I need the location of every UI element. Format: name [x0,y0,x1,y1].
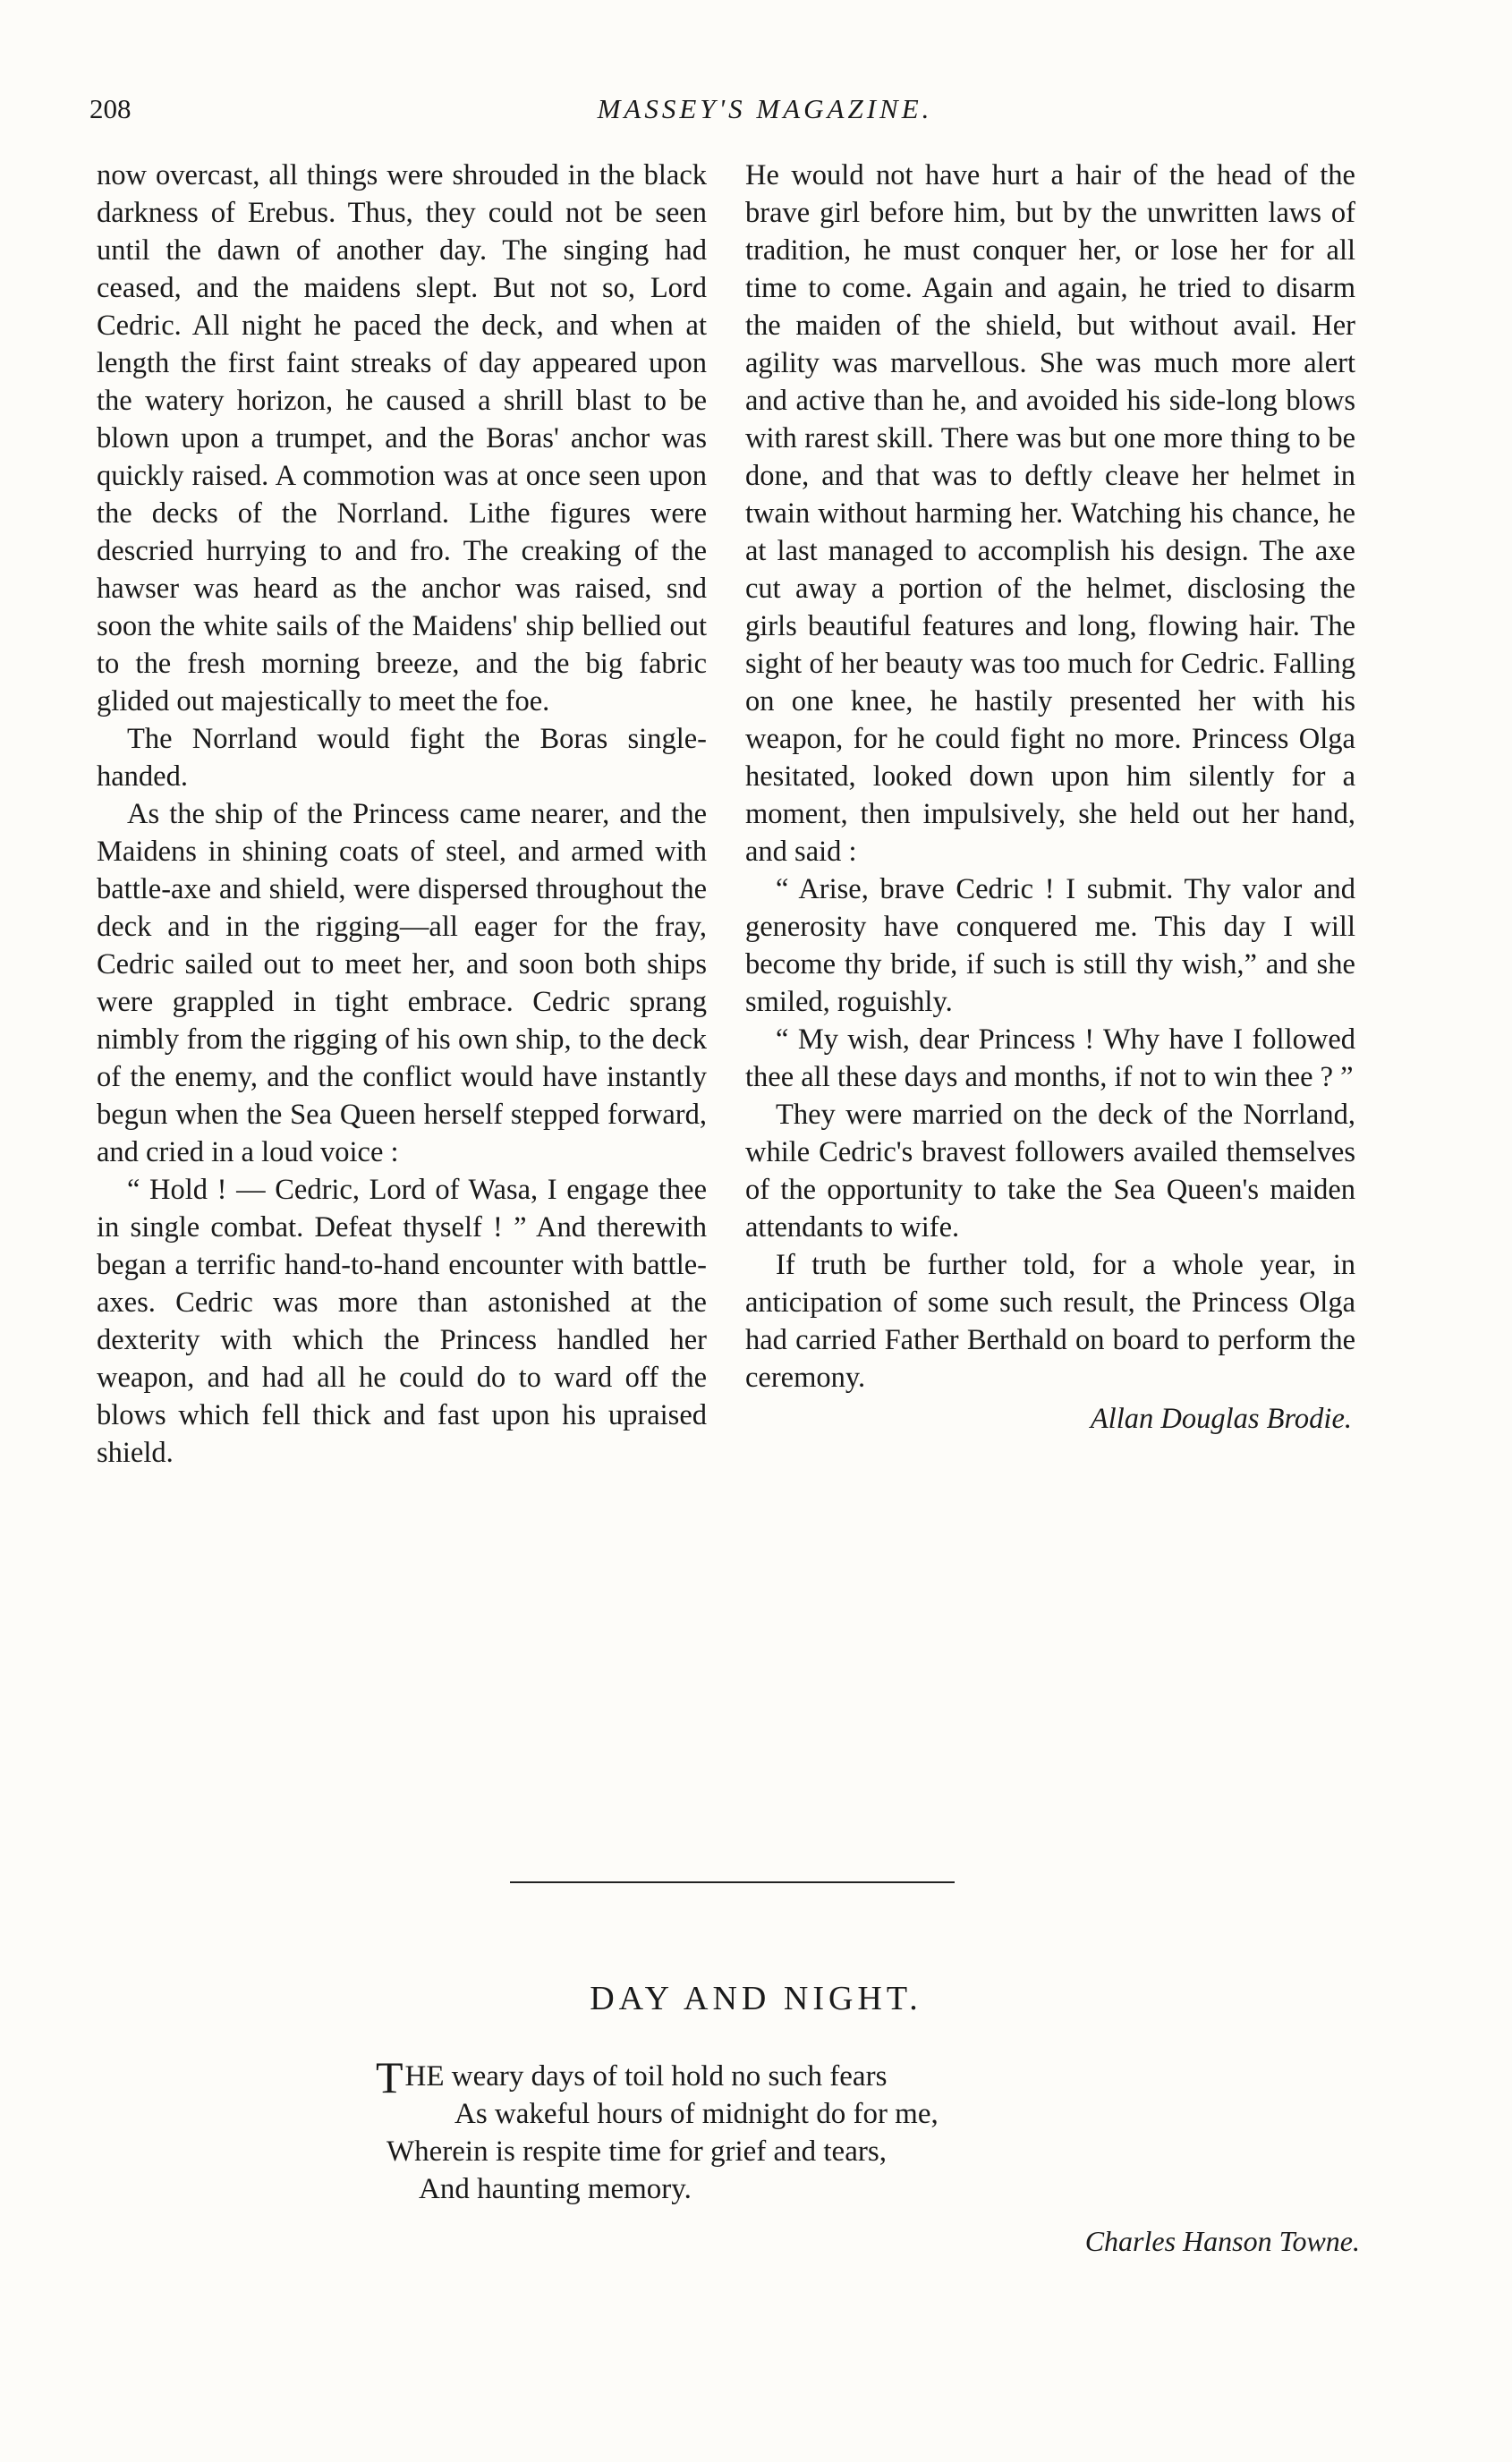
page-number: 208 [89,93,132,124]
poem-line [376,2052,1181,2102]
poem-line: And haunting memory. [419,2173,692,2205]
story-column-left [97,157,707,1472]
story-paragraph: If truth be further told, for a whole year, in anticipation of some such result, the Princess Olga had carried Father Berthald on board to perform the ceremony. [745,1249,1355,1394]
story-paragraph: He would not have hurt a hair of the head of the brave girl before him, but by the unwritten laws of tradition, he must conquer her, or lose her for all time to come. Again and again, he tried to disarm the maiden of the shield, but without avail. Her agility was marvellous. She was much more alert and active than he, and avoided his side-long blows with rarest skill. There was but one more thing to be done, and that was to deftly cleave her helmet in twain without harming her. Watching his chance, he at last managed to accomplish his design. The axe cut away a portion of the helmet, disclosing the girls beautiful features and long, flowing hair. The sight of her beauty was too much for Cedric. Falling on one knee, he hastily presented her with his weapon, for he could fight no more. Princess Olga hesitated, looked down upon him silently for a moment, then impulsively, she held out her hand, and said : [745,159,1355,868]
story-paragraph: The Norrland would fight the Boras single-handed. [97,723,707,793]
poem-body [376,2052,1181,2208]
page-header [0,93,1512,132]
poem-line-text: HE weary days of toil hold no such fears [404,2060,888,2093]
poem-line: Wherein is respite time for grief and tears, [386,2135,887,2168]
poem-drop-cap: T [376,2052,403,2102]
poem-author: Charles Hanson Towne. [1084,2225,1360,2257]
story-column-right [745,157,1355,1438]
story-paragraph: They were married on the deck of the Norrland, while Cedric's bravest followers availed themselves of the opportunity to take the Sea Queen's maiden attendants to wife. [745,1099,1355,1244]
story-paragraph: now overcast, all things were shrouded in the black darkness of Erebus. Thus, they could not be seen until the dawn of another day. The singing had ceased, and the maidens slept. But not so, Lord Cedric. All night he paced the deck, and when at length the first faint streaks of day appeared upon the watery horizon, he caused a shrill blast to be blown upon a trumpet, and the Boras' anchor was quickly raised. A commotion was at once seen upon the decks of the Norrland. Lithe figures were descried hurrying to and fro. The creaking of the hawser was heard as the anchor was raised, snd soon the white sails of the Maidens' ship bellied out to the fresh morning breeze, and the big fabric glided out majestically to meet the foe. [97,159,707,717]
running-title: MASSEY'S MAGAZINE. [597,93,933,124]
section-divider [510,1881,955,1883]
poem-line: As wakeful hours of midnight do for me, [454,2098,939,2130]
story-author: Allan Douglas Brodie. [1090,1403,1352,1435]
story-paragraph: “ Arise, brave Cedric ! I submit. Thy valor and generosity have conquered me. This day I will become thy bride, if such is still thy wish,” and she smiled, roguishly. [745,873,1355,1018]
story-paragraph: “ My wish, dear Princess ! Why have I followed thee all these days and months, if not to win thee ? ” [745,1023,1355,1093]
story-paragraph: “ Hold ! — Cedric, Lord of Wasa, I engage thee in single combat. Defeat thyself ! ” And therewith began a terrific hand-to-hand encounter with battle-axes. Cedric was more than astonished at the dexterity with which the Princess handled her weapon, and had all he could do to ward off the blows which fell thick and fast upon his upraised shield. [97,1174,707,1469]
poem-title: DAY AND NIGHT. [590,1980,922,2017]
story-paragraph: As the ship of the Princess came nearer, and the Maidens in shining coats of steel, and armed with battle-axe and shield, were dispersed throughout the deck and in the rigging—all eager for the fray, Cedric sailed out to meet her, and soon both ships were grappled in tight embrace. Cedric sprang nimbly from the rigging of his own ship, to the deck of the enemy, and the conflict would have instantly begun when the Sea Queen herself stepped forward, and cried in a loud voice : [97,798,707,1168]
